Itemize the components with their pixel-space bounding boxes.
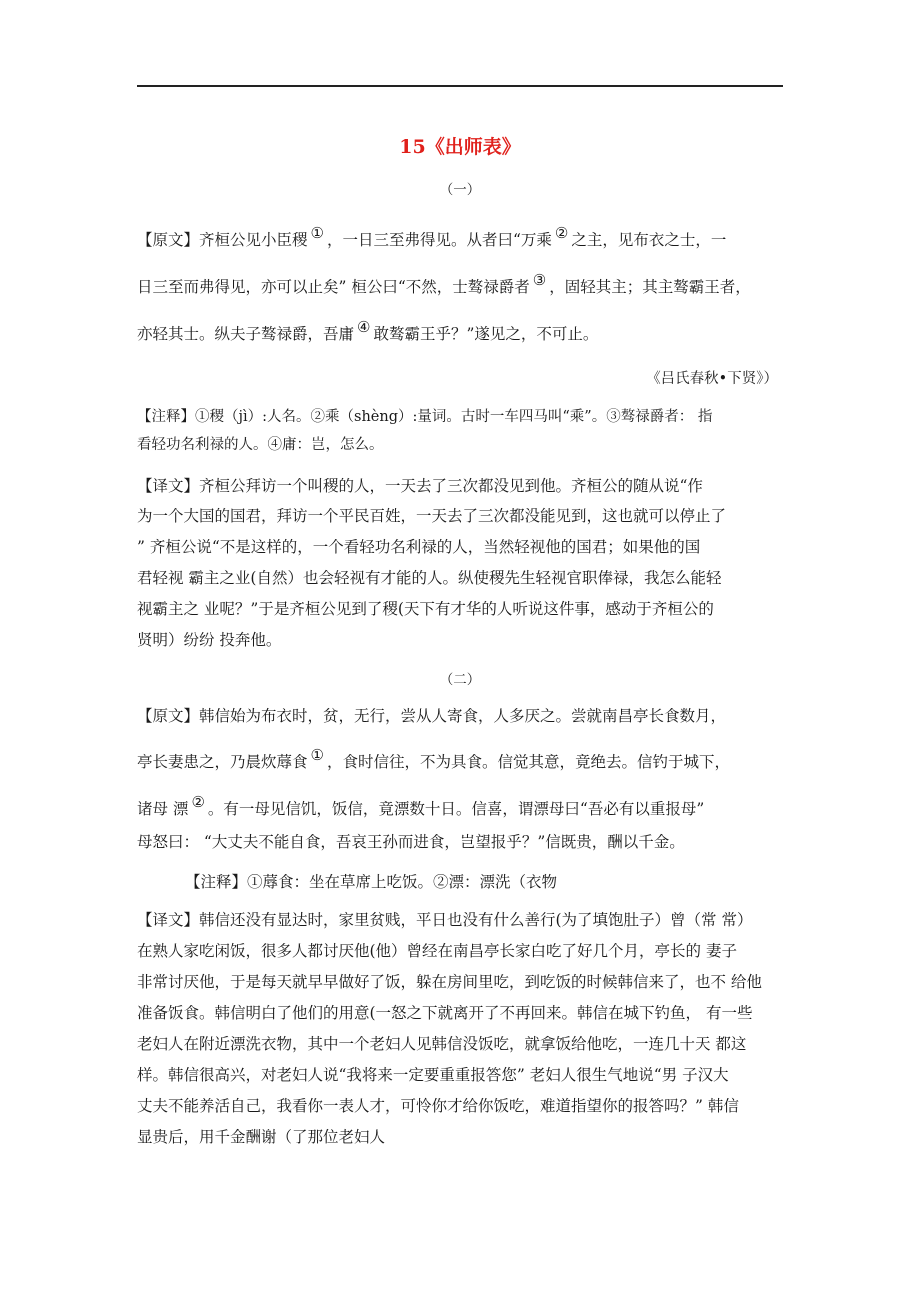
section-2-note: 【注释】①蓐食：坐在草席上吃饭。②漂：漂洗（衣物 [185,873,558,891]
section-1-translation-line-5: 视霸主之 业呢？”于是齐桓公见到了稷(天下有才华的人听说这件事，感动于齐桓公的 [137,600,714,618]
page-title: 15《出师表》 [399,136,521,158]
section-1-translation-line-2: 为一个大国的国君，拜访一个平民百姓，一天去了三次都没能见到，这也就可以停止了 [137,507,727,525]
section-2-original-line-3: 诸母 漂 ② 。有一母见信饥，饭信，竟漂数十日。信喜，谓漂母曰“吾必有以重报母” [137,793,705,818]
section-1-original-line-2: 日三至而弗得见，亦可以止矣” 桓公曰“不然，士骜禄爵者 ③ ，固轻其主；其主骜霸王者， [137,271,751,296]
section-1-translation-line-6: 贤明）纷纷 投奔他。 [137,631,282,649]
section-1-label: （一） [439,182,481,198]
section-1-note-line-1: 【注释】①稷（jì）:人名。②乘（shèng）:量词。古时一车四马叫“乘”。③骜禄爵者： 指 [137,409,713,425]
section-2-translation-line-7: 丈夫不能养活自己，我看你一表人才，可怜你才给你饭吃，难道指望你的报答吗？” 韩信 [137,1097,739,1115]
section-2-translation-line-5: 老妇人在附近漂洗衣物，其中一个老妇人见韩信没饭吃，就拿饭给他吃，一连几十天 都这 [137,1035,747,1053]
section-1-translation-line-1: 【译文】齐桓公拜访一个叫稷的人，一天去了三次都没见到他。齐桓公的随从说“作 [137,477,703,495]
section-1-original-line-1: 【原文】齐桓公见小臣稷 ① ，一日三至弗得见。从者曰“万乘 ② 之主，见布衣之士，一 [137,224,727,249]
section-1-note-line-2: 看轻功名利禄的人。④庸：岂，怎么。 [137,437,384,453]
top-rule [137,85,783,87]
section-1-translation-line-3: ” 齐桓公说“不是这样的，一个看轻功名利禄的人，当然轻视他的国君；如果他的国 [137,538,701,556]
section-2-translation-line-1: 【译文】韩信还没有显达时，家里贫贱，平日也没有什么善行(为了填饱肚子）曾（常 常） [137,911,753,929]
section-2-translation-line-2: 在熟人家吃闲饭，很多人都讨厌他(他）曾经在南昌亭长家白吃了好几个月，亭长的 妻子 [137,942,737,960]
section-2-translation-line-4: 准备饭食。韩信明白了他们的用意(一怒之下就离开了不再回来。韩信在城下钓鱼， 有一些 [137,1004,753,1022]
section-1-original-line-3: 亦轻其士。纵夫子骜禄爵，吾庸 ④ 敢骜霸王乎？”遂见之，不可止。 [137,318,599,343]
section-2-original-line-4: 母怒曰： “大丈夫不能自食，吾哀王孙而进食，岂望报乎？”信既贵，酬以千金。 [137,833,685,851]
source-citation: 《吕氏春秋•下贤》） [646,371,778,387]
section-1-translation-line-4: 君轻视 霸主之业(自然）也会轻视有才能的人。纵使稷先生轻视官职俸禄，我怎么能轻 [137,569,722,587]
section-2-original-line-1: 【原文】韩信始为布衣时，贫，无行，尝从人寄食，人多厌之。尝就南昌亭长食数月， [137,707,727,725]
section-2-translation-line-6: 样。韩信很高兴，对老妇人说“我将来一定要重重报答您” 老妇人很生气地说“男 子汉大 [137,1066,729,1084]
section-2-translation-line-8: 显贵后，用千金酬谢（了那位老妇人 [137,1128,386,1146]
section-2-original-line-2: 亭长妻患之，乃晨炊蓐食 ① ，食时信往，不为具食。信觉其意，竟绝去。信钓于城下， [137,746,730,771]
section-2-translation-line-3: 非常讨厌他，于是每天就早早做好了饭，躲在房间里吃，到吃饭的时候韩信来了，也不 给他 [137,973,762,991]
section-2-label: （二） [439,672,481,688]
